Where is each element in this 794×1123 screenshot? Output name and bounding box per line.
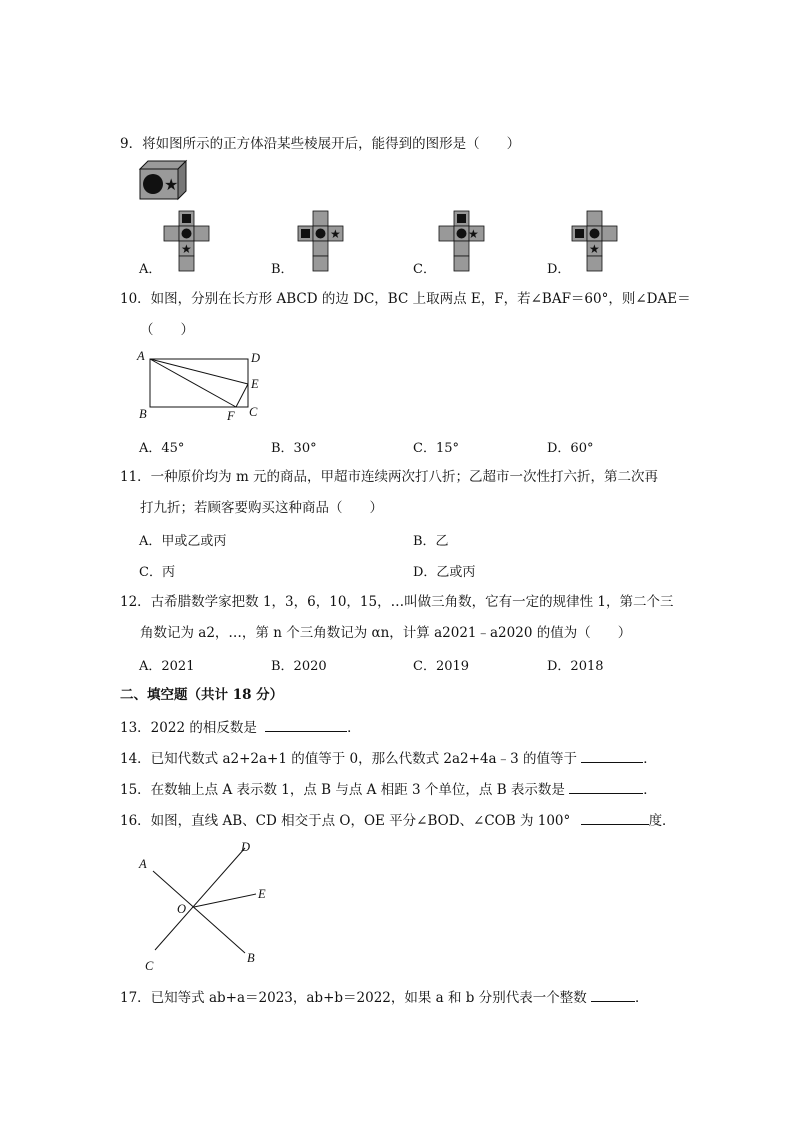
option-10d[interactable]: D．60° — [547, 441, 594, 456]
question-12-line2: 角数记为 a2，…，第 n 个三角数记为 αn，计算 a2021﹣a2020 的值为（ ） — [140, 625, 632, 641]
question-16 — [120, 810, 676, 831]
question-13: 13．2022 的相反数是 ． — [120, 717, 361, 738]
label-f: F — [227, 409, 235, 423]
option-9d[interactable]: D． — [547, 262, 571, 277]
section-2-heading: 二、填空题（共计 18 分） — [120, 687, 284, 703]
option-11b[interactable]: B．乙 — [413, 534, 449, 549]
label-o: O — [177, 902, 187, 916]
option-10a[interactable]: A．45° — [139, 441, 185, 456]
rectangle-abcd-figure — [135, 350, 270, 425]
label-c: C — [249, 405, 258, 419]
option-10b[interactable]: B．30° — [271, 441, 317, 456]
label-b: B — [139, 407, 147, 421]
question-10-line2: （ ） — [140, 322, 194, 338]
cube-figure — [140, 161, 190, 201]
answer-blank-17[interactable] — [591, 987, 635, 1002]
option-10c[interactable]: C．15° — [413, 441, 459, 456]
option-12b[interactable]: B．2020 — [271, 659, 327, 674]
option-9b[interactable]: B． — [271, 262, 294, 277]
option-11a[interactable]: A．甲或乙或丙 — [139, 534, 227, 549]
svg-text:★: ★ — [164, 175, 179, 194]
svg-text:★: ★ — [181, 242, 192, 256]
label-d: D — [251, 351, 261, 365]
label-e: E — [251, 377, 259, 391]
question-15-text: 15．在数轴上点 A 表示数 1，点 B 与点 A 相距 3 个单位，点 B 表示数是 — [120, 782, 565, 798]
question-16-text: 16．如图，直线 AB、CD 相交于点 O，OE 平分∠BOD、∠COB 为 100° — [120, 813, 571, 829]
net-option-a — [164, 211, 210, 271]
question-11-line1: 11．一种原价均为 m 元的商品，甲超市连续两次打八折；乙超市一次性打六折，第二次再 — [120, 469, 659, 485]
question-16-suffix: 度． — [648, 813, 676, 829]
option-12c[interactable]: C．2019 — [413, 659, 470, 674]
svg-text:★: ★ — [468, 227, 479, 241]
question-17-text: 17．已知等式 ab+a＝2023，ab+b＝2022，如果 a 和 b 分别代表一个整数 — [120, 990, 587, 1006]
question-13-text: 13．2022 的相反数是 — [120, 720, 257, 736]
answer-blank-14[interactable] — [581, 748, 643, 763]
label-e: E — [258, 887, 266, 901]
net-option-d — [572, 211, 618, 271]
option-11c[interactable]: C．丙 — [139, 565, 175, 580]
net-option-b — [298, 211, 344, 271]
intersecting-lines-figure — [135, 838, 275, 973]
question-14-text: 14．已知代数式 a2+2a+1 的值等于 0，那么代数式 2a2+4a﹣3 的值等于 — [120, 751, 577, 767]
answer-blank-16[interactable] — [581, 810, 649, 825]
net-option-c — [439, 211, 485, 271]
label-b: B — [247, 951, 255, 965]
svg-text:★: ★ — [589, 242, 600, 256]
label-a: A — [137, 349, 145, 363]
label-c: C — [145, 959, 154, 973]
svg-text:★: ★ — [330, 227, 341, 241]
question-12-line1: 12．古希腊数学家把数 1，3，6，10，15，…叫做三角数，它有一定的规律性 1，第二个三 — [120, 594, 674, 610]
option-9c[interactable]: C． — [413, 262, 436, 277]
option-9a[interactable]: A． — [139, 262, 162, 277]
question-11-line2: 打九折；若顾客要购买这种商品（ ） — [140, 500, 383, 516]
question-14: 14．已知代数式 a2+2a+1 的值等于 0，那么代数式 2a2+4a﹣3 的值等于 ． — [120, 748, 657, 769]
option-12d[interactable]: D．2018 — [547, 659, 604, 674]
question-17: 17．已知等式 ab+a＝2023，ab+b＝2022，如果 a 和 b 分别代表一个整数 ． — [120, 987, 649, 1008]
answer-blank-13[interactable] — [265, 717, 347, 732]
option-12a[interactable]: A．2021 — [139, 659, 195, 674]
question-15: 15．在数轴上点 A 表示数 1，点 B 与点 A 相距 3 个单位，点 B 表示数是 ． — [120, 779, 657, 800]
question-9-text: 9．将如图所示的正方体沿某些棱展开后，能得到的图形是（ ） — [120, 136, 521, 152]
label-d: D — [241, 840, 251, 854]
answer-blank-15[interactable] — [569, 779, 643, 794]
option-11d[interactable]: D．乙或丙 — [413, 565, 476, 580]
question-10-line1: 10．如图，分别在长方形 ABCD 的边 DC，BC 上取两点 E，F，若∠BAF＝60°，则∠DAE＝ — [120, 291, 691, 307]
label-a: A — [139, 857, 147, 871]
